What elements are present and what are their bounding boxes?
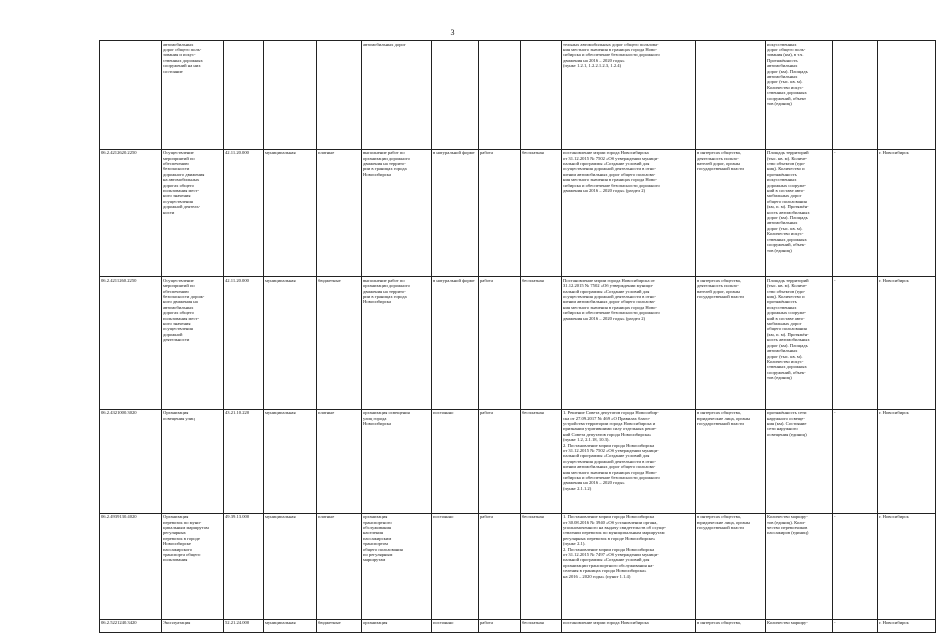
cell-category (317, 277, 362, 409)
cell-unit (479, 513, 521, 619)
table-row (100, 149, 936, 277)
cell-basis (562, 513, 696, 619)
cell-org (696, 41, 766, 150)
cell-text-form: в натуральной форме (433, 277, 475, 283)
cell-org (696, 277, 766, 409)
cell-text-content: организация (363, 620, 388, 626)
page-number: 3 (450, 28, 455, 37)
cell-text-code: 06.2.5221240.3420 (101, 620, 137, 626)
cell-text-code: 06.2.4939130.4020 (101, 514, 137, 520)
cell-text-code: 06.2.4321000.3020 (101, 410, 137, 416)
cell-text-name: Осуществление мероприятий по обеспечению безопасности дорож- ного движения на автомобильных дорогах общего пользования мест- ного значения осуществления дорожной деятельности (163, 277, 205, 343)
cell-form (432, 513, 479, 619)
cell-okved (224, 277, 264, 409)
cell-indicator (766, 41, 833, 150)
cell-text-mark: - (834, 277, 836, 283)
cell-category (317, 149, 362, 277)
cell-payment (521, 619, 562, 632)
cell-text-place: г. Новосибирск (879, 410, 909, 416)
cell-content (362, 409, 432, 513)
cell-type (264, 619, 317, 632)
cell-text-mark: - (834, 620, 836, 626)
cell-text-basis: 1. Решение Совета депутатов города Новосибир- ска от 27.09.2017 № 469 «О Правилах благо- устройства территории города Новосибирска и признании утратившими силу отдельных реше- ний Совета депутатов города Новосибирска» (пункт 1.2, 2.1.18, 10.3). 2. Постановление мэрии города Новосибирска от 31.12.2015 № 7502 «Об утверждении муници- пальной программы «Создание условий для осуществления дорожной деятельности в отно- шении автомобильных дорог общего пользова- ния местного значения в границах города Ново- сибирска и обеспечение безопасности дорожного движения на 2016 – 2020 годы» (пункт 2.1.1.2) (563, 410, 660, 491)
cell-name (162, 409, 224, 513)
cell-okved (224, 409, 264, 513)
cell-place (878, 513, 936, 619)
cell-text-mark: - (834, 410, 836, 416)
cell-indicator (766, 149, 833, 277)
cell-mark (833, 619, 878, 632)
cell-payment (521, 41, 562, 150)
cell-text-place: г. Новосибирск (879, 150, 909, 156)
cell-org (696, 513, 766, 619)
cell-text-payment: бесплатная (522, 620, 544, 626)
cell-basis (562, 409, 696, 513)
table-row (100, 513, 936, 619)
cell-type (264, 277, 317, 409)
cell-form (432, 619, 479, 632)
cell-text-category: бюджетные (318, 620, 341, 626)
cell-okved (224, 619, 264, 632)
cell-form (432, 149, 479, 277)
cell-text-type: муниципальная (265, 410, 296, 416)
cell-org (696, 149, 766, 277)
cell-text-indicator: Количество маршру- тов (единиц). Коли- чество перевозчиков пассажиров (единиц) (767, 514, 809, 536)
cell-unit (479, 619, 521, 632)
cell-text-payment: бесплатная (522, 410, 544, 416)
cell-place (878, 409, 936, 513)
cell-text-content: выполнение работ по организации дорожного движения на террито- рии в границах города Новосибирска (363, 277, 410, 305)
cell-mark (833, 513, 878, 619)
cell-text-name: автомобильных дорог общего поль- зования и искус- ственных дорожных сооружений на них состояние (163, 41, 203, 74)
cell-mark (833, 409, 878, 513)
table-row (100, 277, 936, 409)
cell-text-code: 06.2.4211260.2250 (101, 277, 137, 283)
cell-text-form: в натуральной форме (433, 150, 475, 156)
cell-type (264, 409, 317, 513)
cell-text-basis: 1. Постановление мэрии города Новосибирска от 30.08.2016 № 3940 «Об установлении органа, уполномоченного на выдачу свидетельств об осуще- ствлении перевозок по муниципальным маршрутам регулярных перевозок в городе Новосибирске» (пункт 2.1). 2. Постановление мэрии города Новосибирска от 31.12.2015 № 7497 «Об утверждении муници- пальной программы «Создание условий для организации транспортного обслуживания на- селения в границах города Новосибирска» на 2016 – 2020 годы» (пункт 1.1.4) (563, 514, 667, 579)
cell-text-code: 06.2.4212620.2250 (101, 150, 137, 156)
cell-text-mark: - (834, 150, 836, 156)
cell-category (317, 619, 362, 632)
cell-text-form: постоянно (433, 514, 454, 520)
cell-name (162, 277, 224, 409)
cell-text-okved: 43.21.10.220 (225, 410, 250, 416)
cell-text-okved: 52.21.24.000 (225, 620, 250, 626)
cell-okved (224, 41, 264, 150)
cell-text-payment: бесплатная (522, 514, 544, 520)
cell-category (317, 41, 362, 150)
cell-text-basis: постановление мэрии города Новосибирска (563, 620, 649, 626)
table-row (100, 619, 936, 632)
cell-basis (562, 149, 696, 277)
cell-indicator (766, 277, 833, 409)
cell-text-name: Организация освещения улиц (163, 410, 195, 421)
cell-place (878, 619, 936, 632)
cell-text-form: постоянно (433, 410, 454, 416)
cell-code (100, 41, 162, 150)
cell-text-basis: тельных автомобильных дорог общего пользова- ния местного значения в границах города Ново- сибирска и обеспечение безопасности дорожного движения на 2016 – 2020 годы» (пункт 1.2.1, 1.2.2.1.2.3, 1.2.4) (563, 41, 660, 69)
cell-content (362, 41, 432, 150)
cell-unit (479, 409, 521, 513)
cell-content (362, 619, 432, 632)
cell-org (696, 409, 766, 513)
cell-unit (479, 149, 521, 277)
cell-basis (562, 277, 696, 409)
cell-form (432, 409, 479, 513)
cell-text-indicator: протяжённость сети наружного освеще- ния (км). Состояние сети наружного освещения (единиц) (767, 410, 807, 437)
table-row (100, 41, 936, 150)
cell-text-indicator: Площадь территорий (тыс. кв. м). Количе- ство объектов (еди- ниц). Количество и протяжённость искусственных дорожных сооруже- ний в составе авто- мобильных дорог общего пользования (км, п. м). Протяжён- ность автомобильных дорог (км). Площадь автомобильных дорог (тыс. кв. м). Количество искус- ственных дорожных сооружений, объек- тов (единиц) (767, 277, 810, 381)
cell-text-place: г. Новосибирск (879, 514, 909, 520)
cell-text-unit: работа (480, 410, 494, 416)
cell-mark (833, 41, 878, 150)
cell-text-indicator: Площадь территорий (тыс. кв. м). Количе- ство объектов (еди- ниц). Количество и протяжённость искусственных дорожных сооруже- ний в составе авто- мобильных дорог общего пользования (км, п. м). Протяжён- ность автомобильных дорог (км). Площадь автомобильных дорог (тыс. кв. м). Количество искус- ственных дорожных сооружений, объек- тов (единиц) (767, 150, 810, 253)
cell-type (264, 149, 317, 277)
cell-text-type: муниципальная (265, 514, 296, 520)
cell-type (264, 41, 317, 150)
cell-unit (479, 277, 521, 409)
cell-text-category: бюджетные (318, 277, 341, 283)
table-row (100, 409, 936, 513)
cell-text-indicator: искусственных дорог общего поль- зования (км), в т.ч. Протяжённость автомобильных дорог (км). Площадь автомобильных дорог (тыс. кв. м). Количество искус- ственных дорожных сооружений, объект тов (единиц) (767, 41, 808, 106)
cell-text-payment: бесплатная (522, 150, 544, 156)
cell-okved (224, 149, 264, 277)
cell-payment (521, 513, 562, 619)
cell-text-unit: работа (480, 514, 494, 520)
cell-text-mark: - (834, 514, 836, 520)
cell-text-content: автомобильных дорог (363, 41, 406, 47)
cell-text-name: Эксплуатация (163, 620, 191, 626)
cell-name (162, 41, 224, 150)
cell-indicator (766, 513, 833, 619)
cell-text-okved: 42.11.20.000 (225, 277, 249, 283)
cell-name (162, 619, 224, 632)
cell-basis (562, 41, 696, 150)
cell-place (878, 41, 936, 150)
cell-name (162, 149, 224, 277)
cell-text-okved: 42.11.20.000 (225, 150, 249, 156)
cell-code (100, 149, 162, 277)
cell-code (100, 513, 162, 619)
cell-place (878, 277, 936, 409)
cell-text-indicator: Количество маршру- (767, 620, 808, 626)
cell-text-okved: 49.39.13.000 (225, 514, 250, 520)
cell-mark (833, 277, 878, 409)
cell-text-type: муниципальная (265, 620, 296, 626)
cell-payment (521, 277, 562, 409)
cell-name (162, 513, 224, 619)
cell-text-category: платные (318, 410, 335, 416)
cell-text-unit: работа (480, 150, 494, 156)
cell-mark (833, 149, 878, 277)
cell-unit (479, 41, 521, 150)
cell-category (317, 409, 362, 513)
cell-text-org: в интересах общества, (697, 620, 741, 626)
cell-text-content: выполнение работ по организации дорожного движения на террито- рии в границах города Новосибирска (363, 150, 410, 177)
cell-content (362, 513, 432, 619)
cell-text-type: муниципальная (265, 150, 296, 156)
cell-code (100, 277, 162, 409)
cell-type (264, 513, 317, 619)
cell-text-content: организация транспортного обслуживания населения пассажирским транспортом общего пользования по регулярным маршрутам (363, 514, 403, 563)
cell-text-name: Организация перевозок по муни- ципальным маршрутам регулярных перевозок в городе Новосибирске пассажирского транспорта общего пользования (163, 514, 209, 563)
cell-text-category: платные (318, 514, 335, 520)
cell-text-basis: постановление мэрии города Новосибирска от 31.12.2015 № 7502 «Об утверждении муници- пальной программы «Создание условий для осуществления дорожной деятельности в отно- шении автомобильных дорог общего пользова- ния местного значения в границах города Ново- сибирска и обеспечение безопасности дорожного движения на 2016 – 2020 годы» (раздел 2) (563, 150, 660, 194)
cell-text-place: г. Новосибирск (879, 620, 909, 626)
cell-okved (224, 513, 264, 619)
cell-text-type: муниципальная (265, 277, 296, 283)
cell-content (362, 149, 432, 277)
cell-text-place: г. Новосибирск (879, 277, 909, 283)
cell-text-category: платные (318, 150, 335, 156)
cell-text-unit: работа (480, 277, 494, 283)
cell-org (696, 619, 766, 632)
cell-text-basis: Постановление мэрии города Новосибирска от 31.12.2015 № 7502 «Об утверждении муници- пальной программы «Создание условий для осуществления дорожной деятельности в отно- шении автомобильных дорог общего пользова- ния местного значения в границах города Ново- сибирска и обеспечение безопасности дорожного движения на 2016 – 2020 годы» (раздел 2) (563, 277, 660, 321)
cell-category (317, 513, 362, 619)
cell-text-form: постоянно (433, 620, 454, 626)
cell-text-org: в интересах общества, юридические лица, органы государственной власти (697, 410, 750, 426)
cell-payment (521, 149, 562, 277)
cell-code (100, 409, 162, 513)
cell-text-payment: бесплатная (522, 277, 544, 283)
cell-indicator (766, 409, 833, 513)
cell-form (432, 277, 479, 409)
cell-text-org: в интересах общества, юридические лица, органы государственной власти (697, 514, 750, 530)
cell-text-name: Осуществление мероприятий по обеспечению безопасности дорожного движения на автомобильных дорогах общего пользования мест- ного значения осуществления дорожной деятель- ности (163, 150, 205, 215)
cell-form (432, 41, 479, 150)
cell-text-org: в интересах общества, деятельность пользо- вателей дорог, органы государственной власти (697, 277, 744, 300)
cell-content (362, 277, 432, 409)
cell-text-org: в интересах общества, деятельность пользо- вателей дорог, органы государственной власти (697, 150, 744, 172)
cell-text-unit: работа (480, 620, 494, 626)
cell-text-content: организация освещения улиц города Новосибирска (363, 410, 410, 426)
cell-basis (562, 619, 696, 632)
cell-code (100, 619, 162, 632)
cell-place (878, 149, 936, 277)
cell-payment (521, 409, 562, 513)
services-registry-table (99, 40, 936, 633)
cell-indicator (766, 619, 833, 632)
